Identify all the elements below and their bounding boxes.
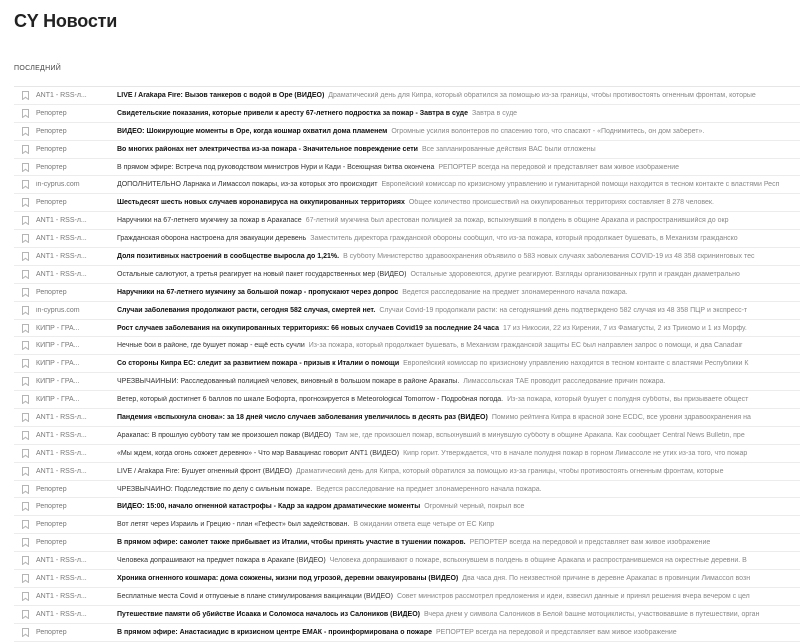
news-snippet: Совет министров рассмотрел предложения и идеи, взвесил данные и принял решения вчера вечером с цел: [396, 592, 750, 600]
news-snippet: Ведется расследование на предмет злонамеренного начала пожара.: [402, 288, 628, 296]
news-snippet: Все запланированные действия ВАС были отложены: [421, 145, 596, 153]
news-source: ANT1 - RSS-л...: [36, 574, 87, 582]
news-snippet: РЕПОРТЕР всегда на передовой и представляет вам живое изображение: [436, 628, 677, 636]
news-row[interactable]: [14, 588, 800, 606]
news-title[interactable]: Ветер, который достигнет 6 баллов по шкале Бофорта, прогнозируется в Meteorological Tomorrow - Подробная погода.: [117, 396, 504, 404]
news-content: [117, 342, 800, 349]
news-snippet: Ведется расследование на предмет злонамеренного начала пожара.: [316, 485, 542, 493]
news-snippet: Огромные усилия волонтеров по спасению того, что спасают - «Поднимитесь, он дом заберет».: [391, 127, 705, 135]
bookmark-icon[interactable]: [14, 127, 36, 136]
bookmark-icon[interactable]: [14, 91, 36, 100]
news-title[interactable]: Шестьдесят шесть новых случаев коронавируса на оккупированных территориях: [117, 199, 405, 207]
news-content: [117, 235, 800, 242]
bookmark-icon[interactable]: [14, 234, 36, 243]
news-snippet: Кипр горит. Утверждается, что в начале полудня пожар в горном Лимассоле не утих из-за того, что пожар: [403, 449, 748, 457]
news-source: Репортер: [36, 503, 67, 511]
news-title[interactable]: Путешествие памяти об убийстве Исаака и Соломоса началось из Салоников (ВИДЕО): [117, 610, 420, 618]
news-title[interactable]: В прямом эфире: Анастасиадис в кризисном центре ЕМАК - проинформирована о пожаре: [117, 628, 432, 636]
bookmark-icon[interactable]: [14, 359, 36, 368]
news-snippet: Вчера днем у символа Салоников в Белой башне мотоциклисты, участвовавшие в путешествии, орган: [424, 610, 760, 618]
bookmark-icon[interactable]: [14, 377, 36, 386]
news-snippet: Остальные здоровеются, другие реагируют. Взгляды организованных групп и граждан диаметрально: [410, 270, 740, 278]
news-content: [117, 432, 800, 439]
news-row[interactable]: [14, 373, 800, 391]
news-row[interactable]: [14, 266, 800, 284]
news-source: Репортер: [36, 199, 67, 207]
news-source: КИПР - ГРА...: [36, 396, 80, 404]
news-source: Репортер: [36, 288, 67, 296]
news-title[interactable]: Нечные бои в районе, где бушует пожар - ещё есть сучли: [117, 342, 305, 350]
news-snippet: Из-за пожара, который бушует с полудня субботы, вы призываете общест: [507, 396, 749, 404]
news-content: [117, 307, 800, 314]
news-title[interactable]: Вот летят через Израиль и Грецию - план «Гефест» был задействован.: [117, 521, 350, 529]
news-snippet: Драматический день для Кипра, который обратился за помощью из-за границы, чтобы противостоять огненным фронтам, которые: [328, 91, 756, 99]
news-source: ANT1 - RSS-л...: [36, 610, 87, 618]
news-content: [117, 629, 800, 636]
bookmark-icon[interactable]: [14, 574, 36, 583]
news-source: Репортер: [36, 539, 67, 547]
news-row[interactable]: [14, 463, 800, 481]
news-row[interactable]: [14, 337, 800, 355]
news-content: [117, 92, 800, 99]
bookmark-icon[interactable]: [14, 341, 36, 350]
bookmark-icon[interactable]: [14, 610, 36, 619]
news-snippet: Европейский комиссар по кризисному управлению находится в тесном контакте с властями Республики К: [403, 360, 749, 368]
bookmark-icon[interactable]: [14, 502, 36, 511]
app-title: CY Новости: [14, 11, 118, 31]
news-content: [117, 110, 800, 117]
news-title[interactable]: Аракапас: В прошлую субботу там же произошел пожар (ВИДЕО): [117, 431, 332, 439]
news-source: in-cyprus.com: [36, 181, 80, 189]
news-source: ANT1 - RSS-л...: [36, 449, 87, 457]
news-source: КИПР - ГРА...: [36, 378, 80, 386]
news-row[interactable]: [14, 230, 800, 248]
news-source: ANT1 - RSS-л...: [36, 413, 87, 421]
news-row[interactable]: [14, 498, 800, 516]
news-snippet: РЕПОРТЕР всегда на передовой и представляет вам живое изображение: [469, 539, 711, 547]
news-snippet: Заместитель директора гражданской обороны сообщил, что из-за пожара, который продолжает бушевать, в Механизм гражданско: [310, 235, 738, 243]
news-title[interactable]: Наручники на 67-летнего мужчину за большой пожар - пропускают через допрос: [117, 288, 399, 296]
news-title[interactable]: Со стороны Кипра ЕС: следит за развитием пожара - призыв к Италии о помощи: [117, 360, 400, 368]
bookmark-icon[interactable]: [14, 395, 36, 404]
news-snippet: Общее количество происшествий на оккупированных территориях составляет 8 278 человек.: [408, 199, 714, 207]
news-source: ANT1 - RSS-л...: [36, 557, 87, 565]
bookmark-icon[interactable]: [14, 413, 36, 422]
news-content: [117, 253, 800, 260]
news-content: [117, 521, 800, 528]
section-label: ПОСЛЕДНИЙ: [14, 65, 62, 72]
news-row[interactable]: [14, 445, 800, 463]
news-source: ANT1 - RSS-л...: [36, 217, 87, 225]
news-snippet: Два часа дня. По неизвестной причине в деревне Аракапас в провинции Лимассол возн: [462, 574, 751, 582]
news-content: [117, 164, 800, 171]
news-content: [117, 414, 800, 421]
news-title[interactable]: ЧРЕЗВЫЧАЙНЫЙ: Расследованный полицией человек, виновный в большом пожаре в районе Аракапы.: [117, 378, 460, 386]
news-title[interactable]: Остальные салютуют, а третья реагирует на новый пакет государственных мер (ВИДЕО): [117, 270, 407, 278]
news-row[interactable]: [14, 284, 800, 302]
news-row[interactable]: [14, 141, 800, 159]
news-source: Репортер: [36, 109, 67, 117]
news-title[interactable]: Случаи заболевания продолжают расти, сегодня 582 случая, смертей нет.: [117, 306, 376, 314]
news-content: [117, 181, 800, 188]
news-row[interactable]: [14, 176, 800, 194]
news-row[interactable]: [14, 105, 800, 123]
news-snippet: РЕПОРТЕР всегда на передовой и представляет вам живое изображение: [438, 163, 680, 171]
news-content: [117, 486, 800, 493]
news-content: [117, 575, 800, 582]
bookmark-icon[interactable]: [14, 109, 36, 118]
news-row[interactable]: [14, 248, 800, 266]
news-source: ANT1 - RSS-л...: [36, 91, 87, 99]
bookmark-icon[interactable]: [14, 145, 36, 154]
news-title[interactable]: Во многих районах нет электричества из-за пожара - Значительное повреждение сети: [117, 145, 418, 153]
news-snippet: 67-летний мужчина был арестован полицией за пожар, вспыхнувший в полдень в общине Аракапа и распространившийся до окр: [305, 217, 729, 225]
news-snippet: Лимассольская ТАЕ проводит расследование причин пожара.: [463, 378, 666, 386]
news-source: ANT1 - RSS-л...: [36, 431, 87, 439]
bookmark-icon[interactable]: [14, 324, 36, 333]
news-snippet: Случаи Covid-19 продолжали расти: на сегодняшний день подтверждено 582 случая из 48 358 ПЦР и экспресс-т: [379, 306, 748, 314]
bookmark-icon[interactable]: [14, 628, 36, 637]
news-title[interactable]: LIVE / Arakapa Fire: Бушует огненный фронт (ВИДЕО): [117, 467, 292, 475]
bookmark-icon[interactable]: [14, 485, 36, 494]
news-source: Репортер: [36, 127, 67, 135]
news-title[interactable]: ВИДЕО: Шокирующие моменты в Оре, когда кошмар охватил дома пламенем: [117, 127, 388, 135]
news-snippet: Человека допрашивают о пожаре, вспыхнувшем в полдень в общине Аракапа и распространившемся на окрестные деревни. В: [329, 557, 747, 565]
news-title[interactable]: ДОПОЛНИТЕЛЬНО Ларнака и Лимассол пожары, из-за которых это происходит: [117, 181, 378, 189]
news-row[interactable]: [14, 481, 800, 499]
news-row[interactable]: [14, 624, 800, 642]
news-source: in-cyprus.com: [36, 306, 80, 314]
news-content: [117, 557, 800, 564]
news-title[interactable]: Бесплатные места Covid и отпускные в плане стимулирования вакцинации (ВИДЕО): [117, 592, 393, 600]
news-source: КИПР - ГРА...: [36, 342, 80, 350]
news-row[interactable]: [14, 409, 800, 427]
bookmark-icon[interactable]: [14, 467, 36, 476]
news-title[interactable]: Человека допрашивают на предмет пожара в Аракапе (ВИДЕО): [117, 557, 326, 565]
news-content: [117, 360, 800, 367]
news-row[interactable]: [14, 391, 800, 409]
news-row[interactable]: [14, 159, 800, 177]
news-content: [117, 271, 800, 278]
news-row[interactable]: [14, 194, 800, 212]
news-content: [117, 539, 800, 546]
bookmark-icon[interactable]: [14, 592, 36, 601]
news-row[interactable]: [14, 552, 800, 570]
news-content: [117, 468, 800, 475]
news-snippet: Там же, где произошел пожар, вспыхнувший в минувшую субботу в общине Аракапа. Как сообщает Central News Bulletin, пре: [335, 431, 745, 439]
news-row[interactable]: [14, 570, 800, 588]
news-title[interactable]: В прямом эфире: самолет также прибывает из Италии, чтобы принять участие в тушении пожаров.: [117, 539, 466, 547]
bookmark-icon[interactable]: [14, 198, 36, 207]
news-row[interactable]: [14, 427, 800, 445]
news-title[interactable]: Хроника огненного кошмара: дома сожжены, жизни под угрозой, деревни эвакуированы (ВИДЕО): [117, 574, 459, 582]
news-row[interactable]: [14, 606, 800, 624]
news-content: [117, 378, 800, 385]
news-snippet: Из-за пожара, который продолжает бушевать, в Механизм гражданской защиты ЕС был направлен запрос о помощи, и два Canadair: [308, 342, 743, 350]
news-row[interactable]: [14, 320, 800, 338]
news-row[interactable]: [14, 302, 800, 320]
news-content: [117, 289, 800, 296]
news-snippet: Европейский комиссар по кризисному управлению и гуманитарной помощи находится в тесном контакте с властями Респ: [381, 181, 780, 189]
news-source: КИПР - ГРА...: [36, 360, 80, 368]
news-snippet: Помимо рейтинга Кипра в красной зоне ECDC, все уровни здравоохранения на: [491, 413, 751, 421]
news-content: [117, 611, 800, 618]
news-title[interactable]: ЧРЕЗВЫЧАЙНО: Подследствие по делу с сильным пожаре.: [117, 485, 313, 493]
bookmark-icon[interactable]: [14, 538, 36, 547]
news-source: Репортер: [36, 145, 67, 153]
news-title[interactable]: Свидетельские показания, которые привели к аресту 67-летнего подростка за пожар - Завтра в суде: [117, 109, 469, 117]
news-source: ANT1 - RSS-л...: [36, 235, 87, 243]
bookmark-icon[interactable]: [14, 449, 36, 458]
news-snippet: В субботу Министерство здравоохранения объявило о 583 новых случаях заболевания COVID-19 из 48 358 скрининговых тес: [343, 252, 755, 260]
news-title[interactable]: «Мы ждем, когда огонь сожжет деревню» - Что мэр Вавацинас говорит ANT1 (ВИДЕО): [117, 449, 400, 457]
news-content: [117, 450, 800, 457]
news-title[interactable]: LIVE / Arakapa Fire: Вызов танкеров с водой в Оре (ВИДЕО): [117, 91, 325, 99]
news-row[interactable]: [14, 355, 800, 373]
bookmark-icon[interactable]: [14, 270, 36, 279]
news-source: КИПР - ГРА...: [36, 324, 80, 332]
bookmark-icon[interactable]: [14, 556, 36, 565]
news-snippet: В ожидании ответа еще четыре от ЕС Кипр: [353, 521, 495, 529]
news-row[interactable]: [14, 87, 800, 105]
bookmark-icon[interactable]: [14, 520, 36, 529]
bookmark-icon[interactable]: [14, 306, 36, 315]
news-row[interactable]: [14, 212, 800, 230]
news-source: ANT1 - RSS-л...: [36, 592, 87, 600]
bookmark-icon[interactable]: [14, 288, 36, 297]
news-content: [117, 217, 800, 224]
news-snippet: 17 из Никосии, 22 из Кирении, 7 из Фамагусты, 2 из Трикомо и 1 из Морфу.: [503, 324, 747, 332]
news-title[interactable]: ВИДЕО: 15:00, начало огненной катастрофы - Кадр за кадром драматические моменты: [117, 503, 421, 511]
news-source: ANT1 - RSS-л...: [36, 252, 87, 260]
bookmark-icon[interactable]: [14, 216, 36, 225]
news-row[interactable]: [14, 516, 800, 534]
news-list: [14, 86, 800, 642]
news-source: ANT1 - RSS-л...: [36, 270, 87, 278]
news-content: [117, 199, 800, 206]
news-title[interactable]: Рост случаев заболевания на оккупированных территориях: 66 новых случаев Covid19 за последние 24 часа: [117, 324, 500, 332]
news-snippet: Драматический день для Кипра, который обратился за помощью из-за границы, чтобы противостоять огненным фронтам, которые: [295, 467, 724, 475]
news-snippet: Огромный черный, покрыл все: [424, 503, 525, 511]
news-content: [117, 128, 800, 135]
news-source: Репортер: [36, 163, 67, 171]
bookmark-icon[interactable]: [14, 252, 36, 261]
news-source: Репортер: [36, 628, 67, 636]
news-row[interactable]: [14, 534, 800, 552]
news-content: [117, 146, 800, 153]
news-title[interactable]: Гражданская оборона настроена для эвакуации деревень: [117, 235, 307, 243]
news-content: [117, 396, 800, 403]
news-title[interactable]: Пандемия «вспыхнула снова»: за 18 дней число случаев заболевания увеличилось в десять раз (ВИДЕО): [117, 413, 488, 421]
news-snippet: Завтра в суде: [472, 109, 518, 117]
news-row[interactable]: [14, 123, 800, 141]
news-title[interactable]: Наручники на 67-летнего мужчину за пожар в Аракапасе: [117, 217, 302, 225]
news-title[interactable]: Доля позитивных настроений в сообществе выросла до 1,21%.: [117, 252, 340, 260]
bookmark-icon[interactable]: [14, 431, 36, 440]
bookmark-icon[interactable]: [14, 180, 36, 189]
news-content: [117, 325, 800, 332]
news-source: ANT1 - RSS-л...: [36, 467, 87, 475]
news-source: Репортер: [36, 521, 67, 529]
news-content: [117, 593, 800, 600]
bookmark-icon[interactable]: [14, 163, 36, 172]
news-source: Репортер: [36, 485, 67, 493]
news-title[interactable]: В прямом эфире: Встреча под руководством министров Нури и Кади - Всеющная битва окончена: [117, 163, 435, 171]
news-content: [117, 503, 800, 510]
